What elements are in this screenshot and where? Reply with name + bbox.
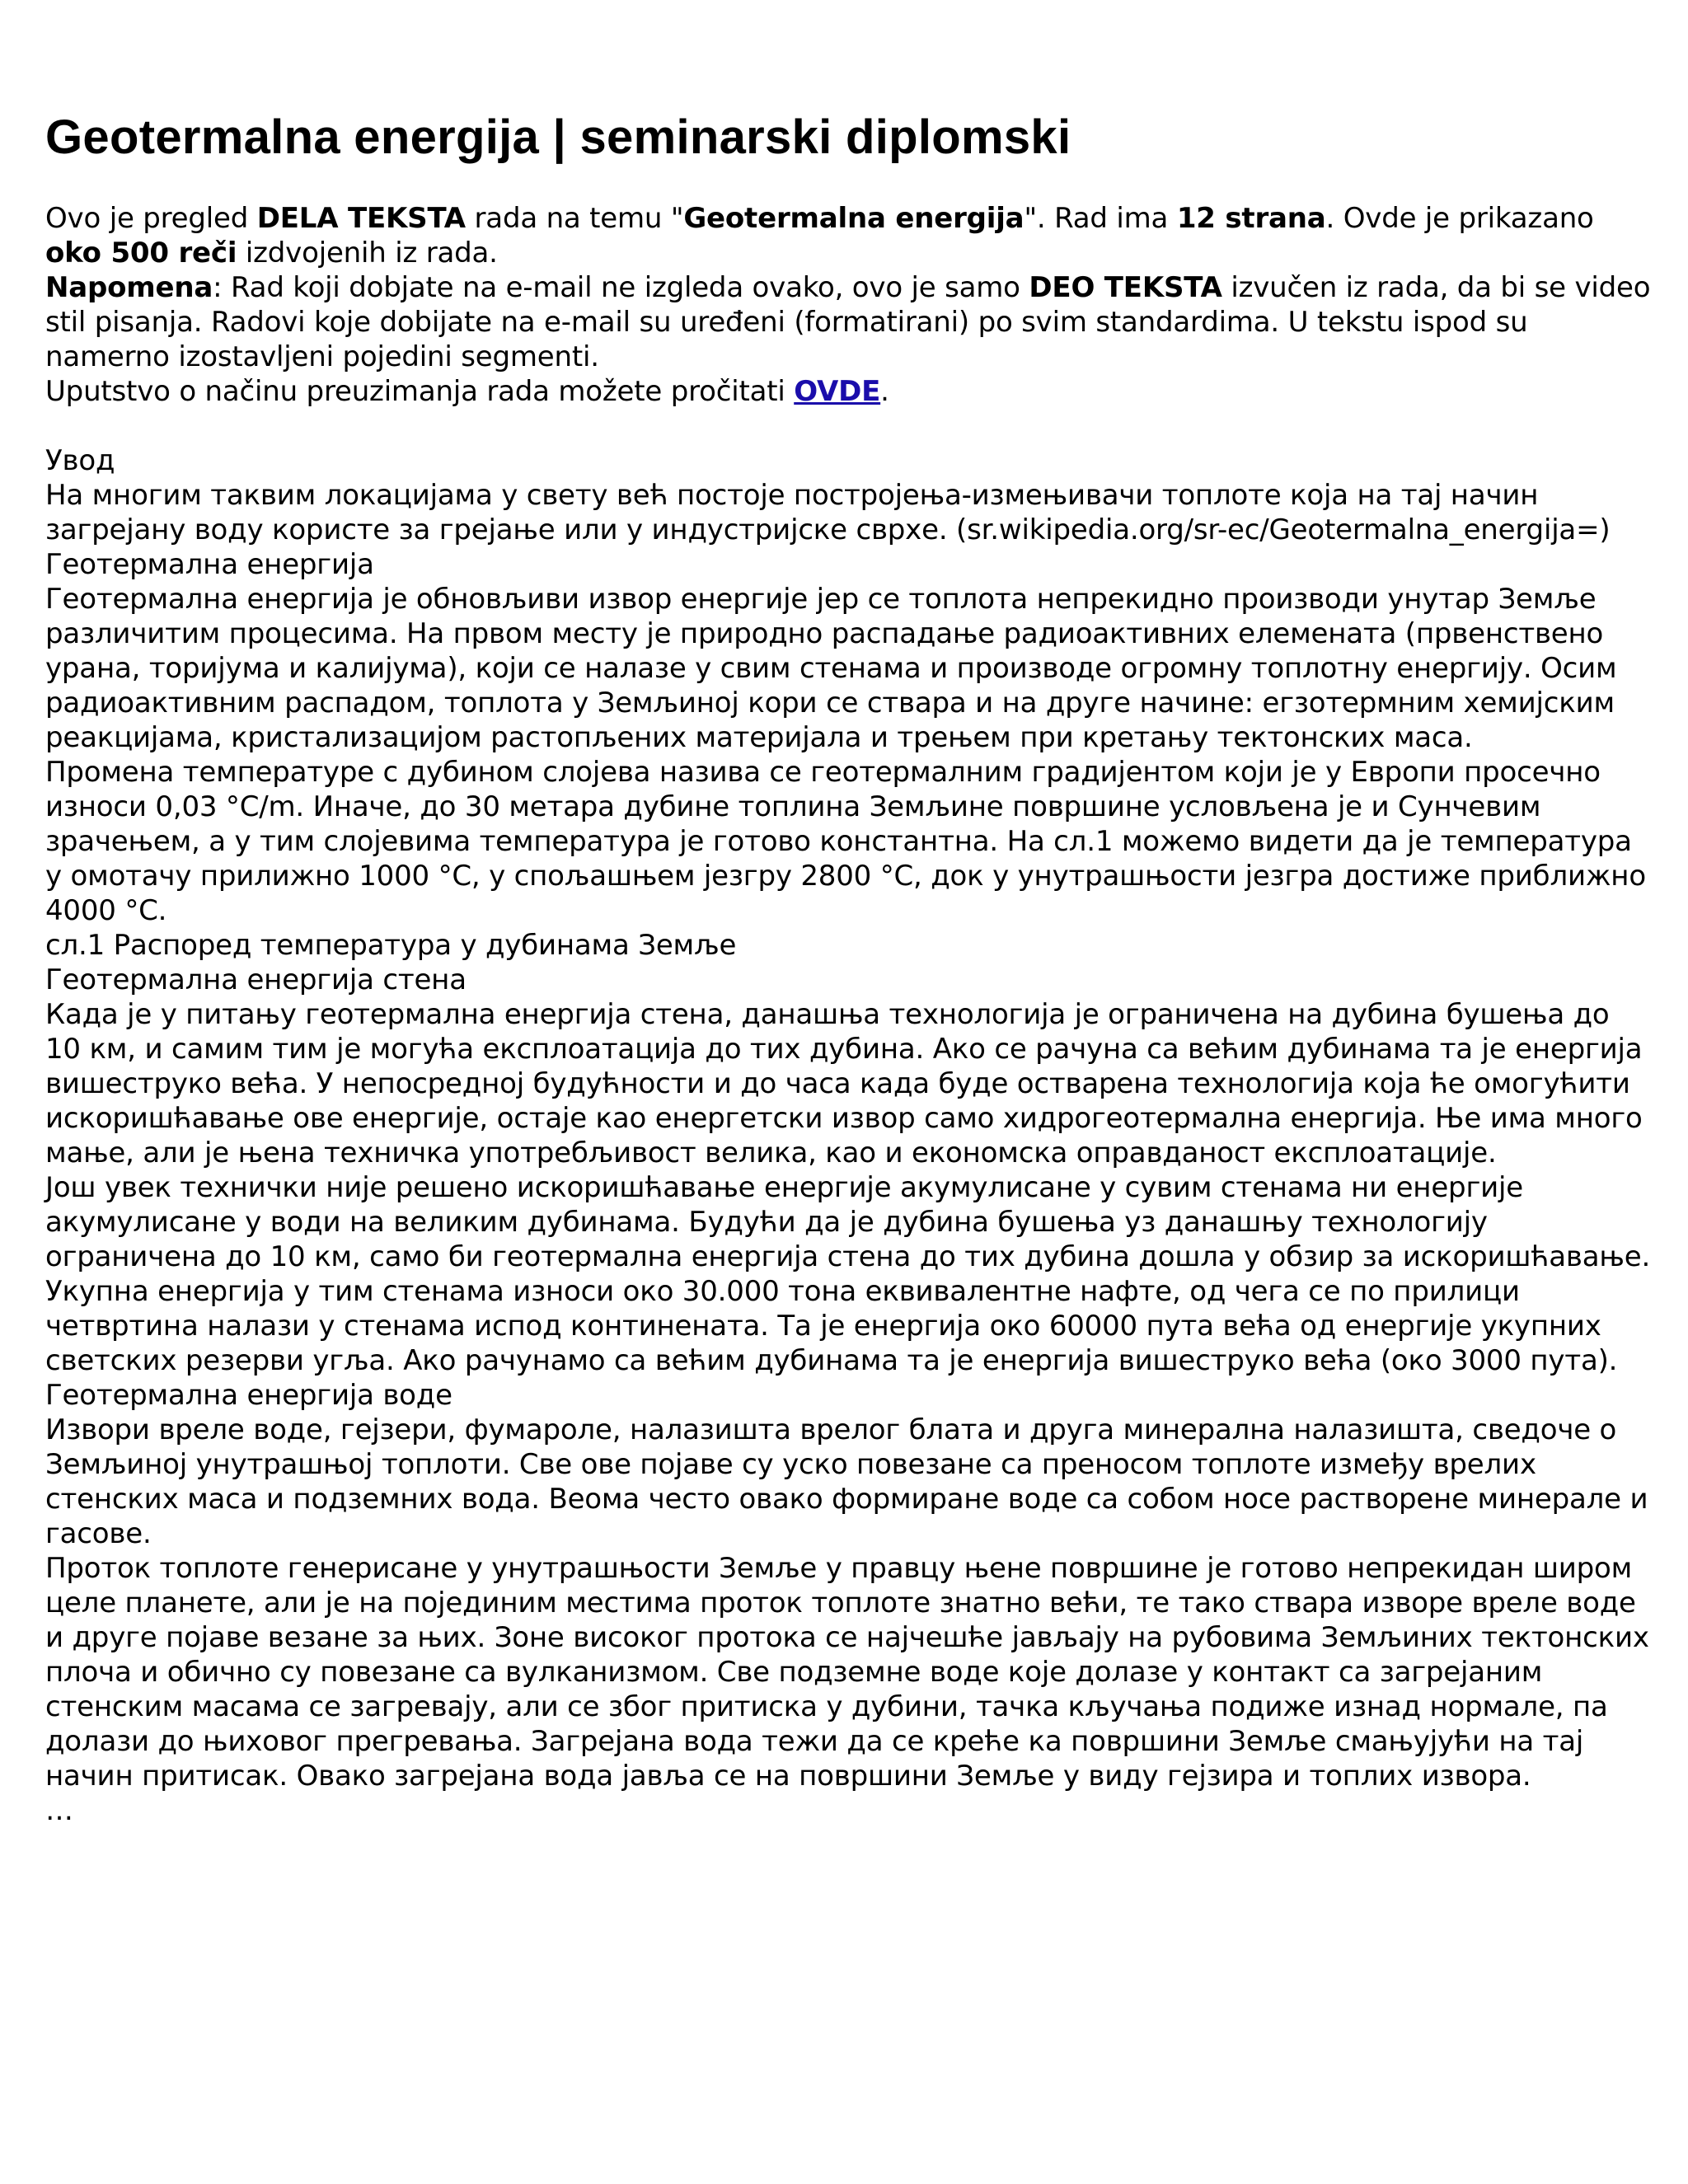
- note-paragraph: [45, 270, 1653, 374]
- document-page: [45, 0, 1653, 1828]
- intro-bold-pages: 12 strana: [1176, 202, 1326, 235]
- section-heading-stene: Геотермална енергија стена: [45, 963, 467, 996]
- intro-bold-part: DELA TEKSTA: [256, 202, 466, 235]
- note-text: : Rad koji dobjate na e-mail ne izgleda ovako, ovo je samo: [213, 271, 1029, 304]
- intro-text: izdvojenih iz rada.: [237, 237, 498, 269]
- howto-end: .: [880, 375, 889, 408]
- howto-paragraph: [45, 374, 1653, 409]
- intro-text: ". Rad ima: [1024, 202, 1177, 235]
- paragraph-uvod: На многим таквим локацијама у свету већ постоје постројења-измењивачи топлоте која на тај начин загрејану воду користе за грејање или у индустријске сврхе. (sr.wikipedia.org/sr-ec/Geotermalna_energija=): [45, 479, 1611, 546]
- section-heading-uvod: Увод: [45, 444, 115, 477]
- intro-text: Ovo je pregled: [45, 202, 257, 235]
- intro-paragraph: [45, 201, 1653, 270]
- intro-text: rada na temu ": [465, 202, 684, 235]
- section-heading-geotermalna: Геотермална енергија: [45, 548, 374, 581]
- intro-text: . Ovde je prikazano: [1325, 202, 1594, 235]
- intro-bold-words: oko 500 reči: [45, 237, 237, 269]
- paragraph: Још увек технички није решено искоришћавање енергије акумулисане у сувим стенама ни енергије акумулисане у води на великим дубинама. Будући да је дубина бушења уз данашњу технологију ограничена до 10 км, само би геотермална енергија стена до тих дубина дошла у обзир за искоришћавање. Укупна енергија у тим стенама износи око 30.000 тона еквивалентне нафте, од чега се по прилици четвртина налази у стенама испод континената. Та је енергија око 60000 пута већа од енергије укупних светских резерви угља. Ако рачунамо са већим дубинама та је енергија вишеструко већа (око 3000 пута).: [45, 1171, 1651, 1377]
- intro-bold-topic: Geotermalna energija: [683, 202, 1025, 235]
- ellipsis: …: [45, 1794, 73, 1827]
- paragraph: Геотермална енергија је обновљиви извор енергије јер се топлота непрекидно производи унутар Земље различитим процесима. На првом месту је природно распадање радиоактивних елемената (првенствено урана, торијума и калијума), који се налазе у свим стенама и производе огромну топлотну енергију. Осим радиоактивним распадом, топлота у Земљиној кори се ствара и на друге начине: егзотермним хемијским реакцијама, кристализацијом растопљених материјала и трењем при кретању тектонских маса.: [45, 583, 1617, 754]
- paragraph: Извори вреле воде, гејзери, фумароле, налазишта врелог блата и друга минерална налазишта, сведоче о Земљиној унутрашњој топлоти. Све ове појаве су уско повезане са преносом топлоте између врелих стенских маса и подземних вода. Веома често овако формиране воде са собом носе растворене минерале и гасове.: [45, 1413, 1648, 1550]
- figure-caption: сл.1 Распоред температура у дубинама Земље: [45, 929, 737, 962]
- paragraph: Проток топлоте генерисане у унутрашњости Земље у правцу њене површине је готово непрекидан широм целе планете, али је на појединим местима проток топлоте знатно већи, те тако ствара изворе вреле воде и друге појаве везане за њих. Зоне високог протока се најчешће јављају на рубовима Земљиних тектонских плоча и обично су повезане са вулканизмом. Све подземне воде које долазе у контакт са загрејаним стенским масама се загревају, али се због притиска у дубини, тачка кључања подиже изнад нормале, па долази до њиховог прегревања. Загрејана вода тежи да се креће ка површини Земље смањујући на тај начин притисак. Овако загрејана вода јавља се на површини Земље у виду гејзира и топлих извора.: [45, 1552, 1649, 1793]
- download-instructions-link[interactable]: OVDE: [794, 375, 881, 408]
- paragraph: Када је у питању геотермална енергија стена, данашња технологија је ограничена на дубина бушења до 10 км, и самим тим је могућа експлоатација до тих дубина. Ако се рачуна са већим дубинама та је енергија вишеструко већа. У непосредној будућности и до часа када буде остварена технологија која ће омогућити искоришћавање ове енергије, остаје као енергетски извор само хидрогеотермална енергија. Ње има много мање, али је њена техничка употребљивост велика, као и економска оправданост експлоатације.: [45, 998, 1643, 1169]
- note-text: izvučen iz rada, da bi se video stil pisanja. Radovi koje dobijate na e-mail su uređeni (formatirani) po svim standardima. U tekstu ispod su namerno izostavljeni pojedini segmenti.: [45, 271, 1651, 373]
- section-heading-vode: Геотермална енергија воде: [45, 1379, 452, 1412]
- note-bold-part: DEO TEKSTA: [1029, 271, 1222, 304]
- howto-text: Uputstvo o načinu preuzimanja rada možete pročitati: [45, 375, 795, 408]
- note-label: Napomena: [45, 271, 213, 304]
- paragraph: Промена температуре с дубином слојева назива се геотермалним градијентом који је у Европи просечно износи 0,03 °C/m. Иначе, до 30 метара дубине топлина Земљине површине условљена је и Сунчевим зрачењем, а у тим слојевима температура је готово константна. На сл.1 можемо видети да је температура у омотачу прилижно 1000 °C, у спољашњем језгру 2800 °C, док у унутрашњости језгра достиже приближно 4000 °C.: [45, 756, 1646, 927]
- page-title: Geotermalna energija | seminarski diplomski: [45, 110, 1071, 164]
- intro-section: [45, 201, 1653, 409]
- excerpt-content: [45, 443, 1653, 1828]
